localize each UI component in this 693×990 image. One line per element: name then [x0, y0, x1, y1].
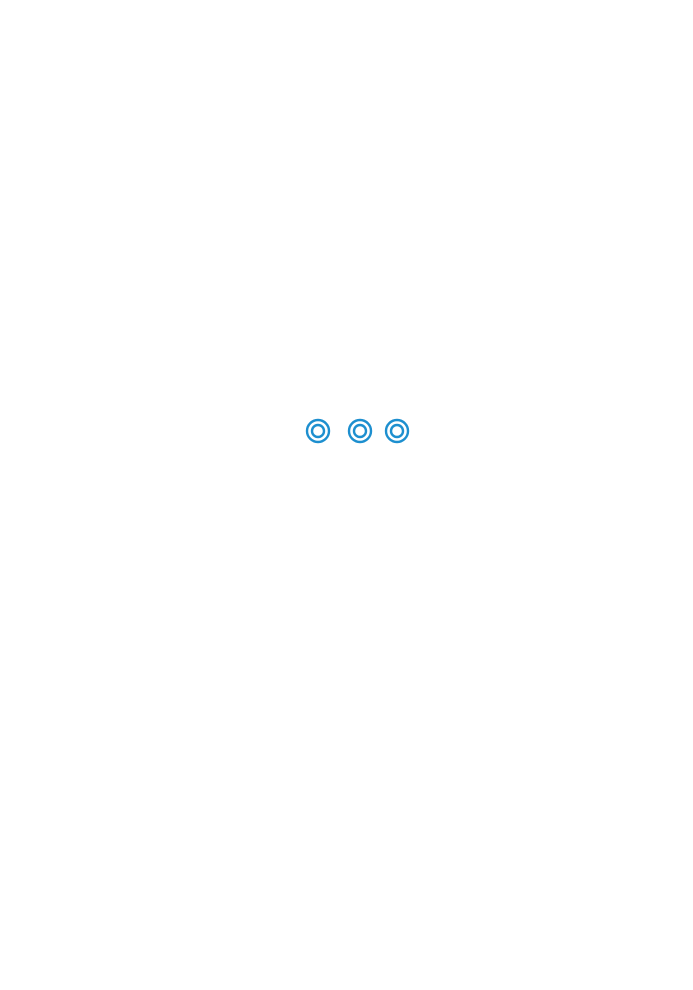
ornament-circle [312, 425, 324, 437]
ornament-circle [307, 420, 329, 442]
ornament-circle [349, 420, 371, 442]
triple-circle-ornament-icon [0, 415, 693, 447]
ornament-circle [354, 425, 366, 437]
ornament-circle [391, 425, 403, 437]
ornament-circle [386, 420, 408, 442]
